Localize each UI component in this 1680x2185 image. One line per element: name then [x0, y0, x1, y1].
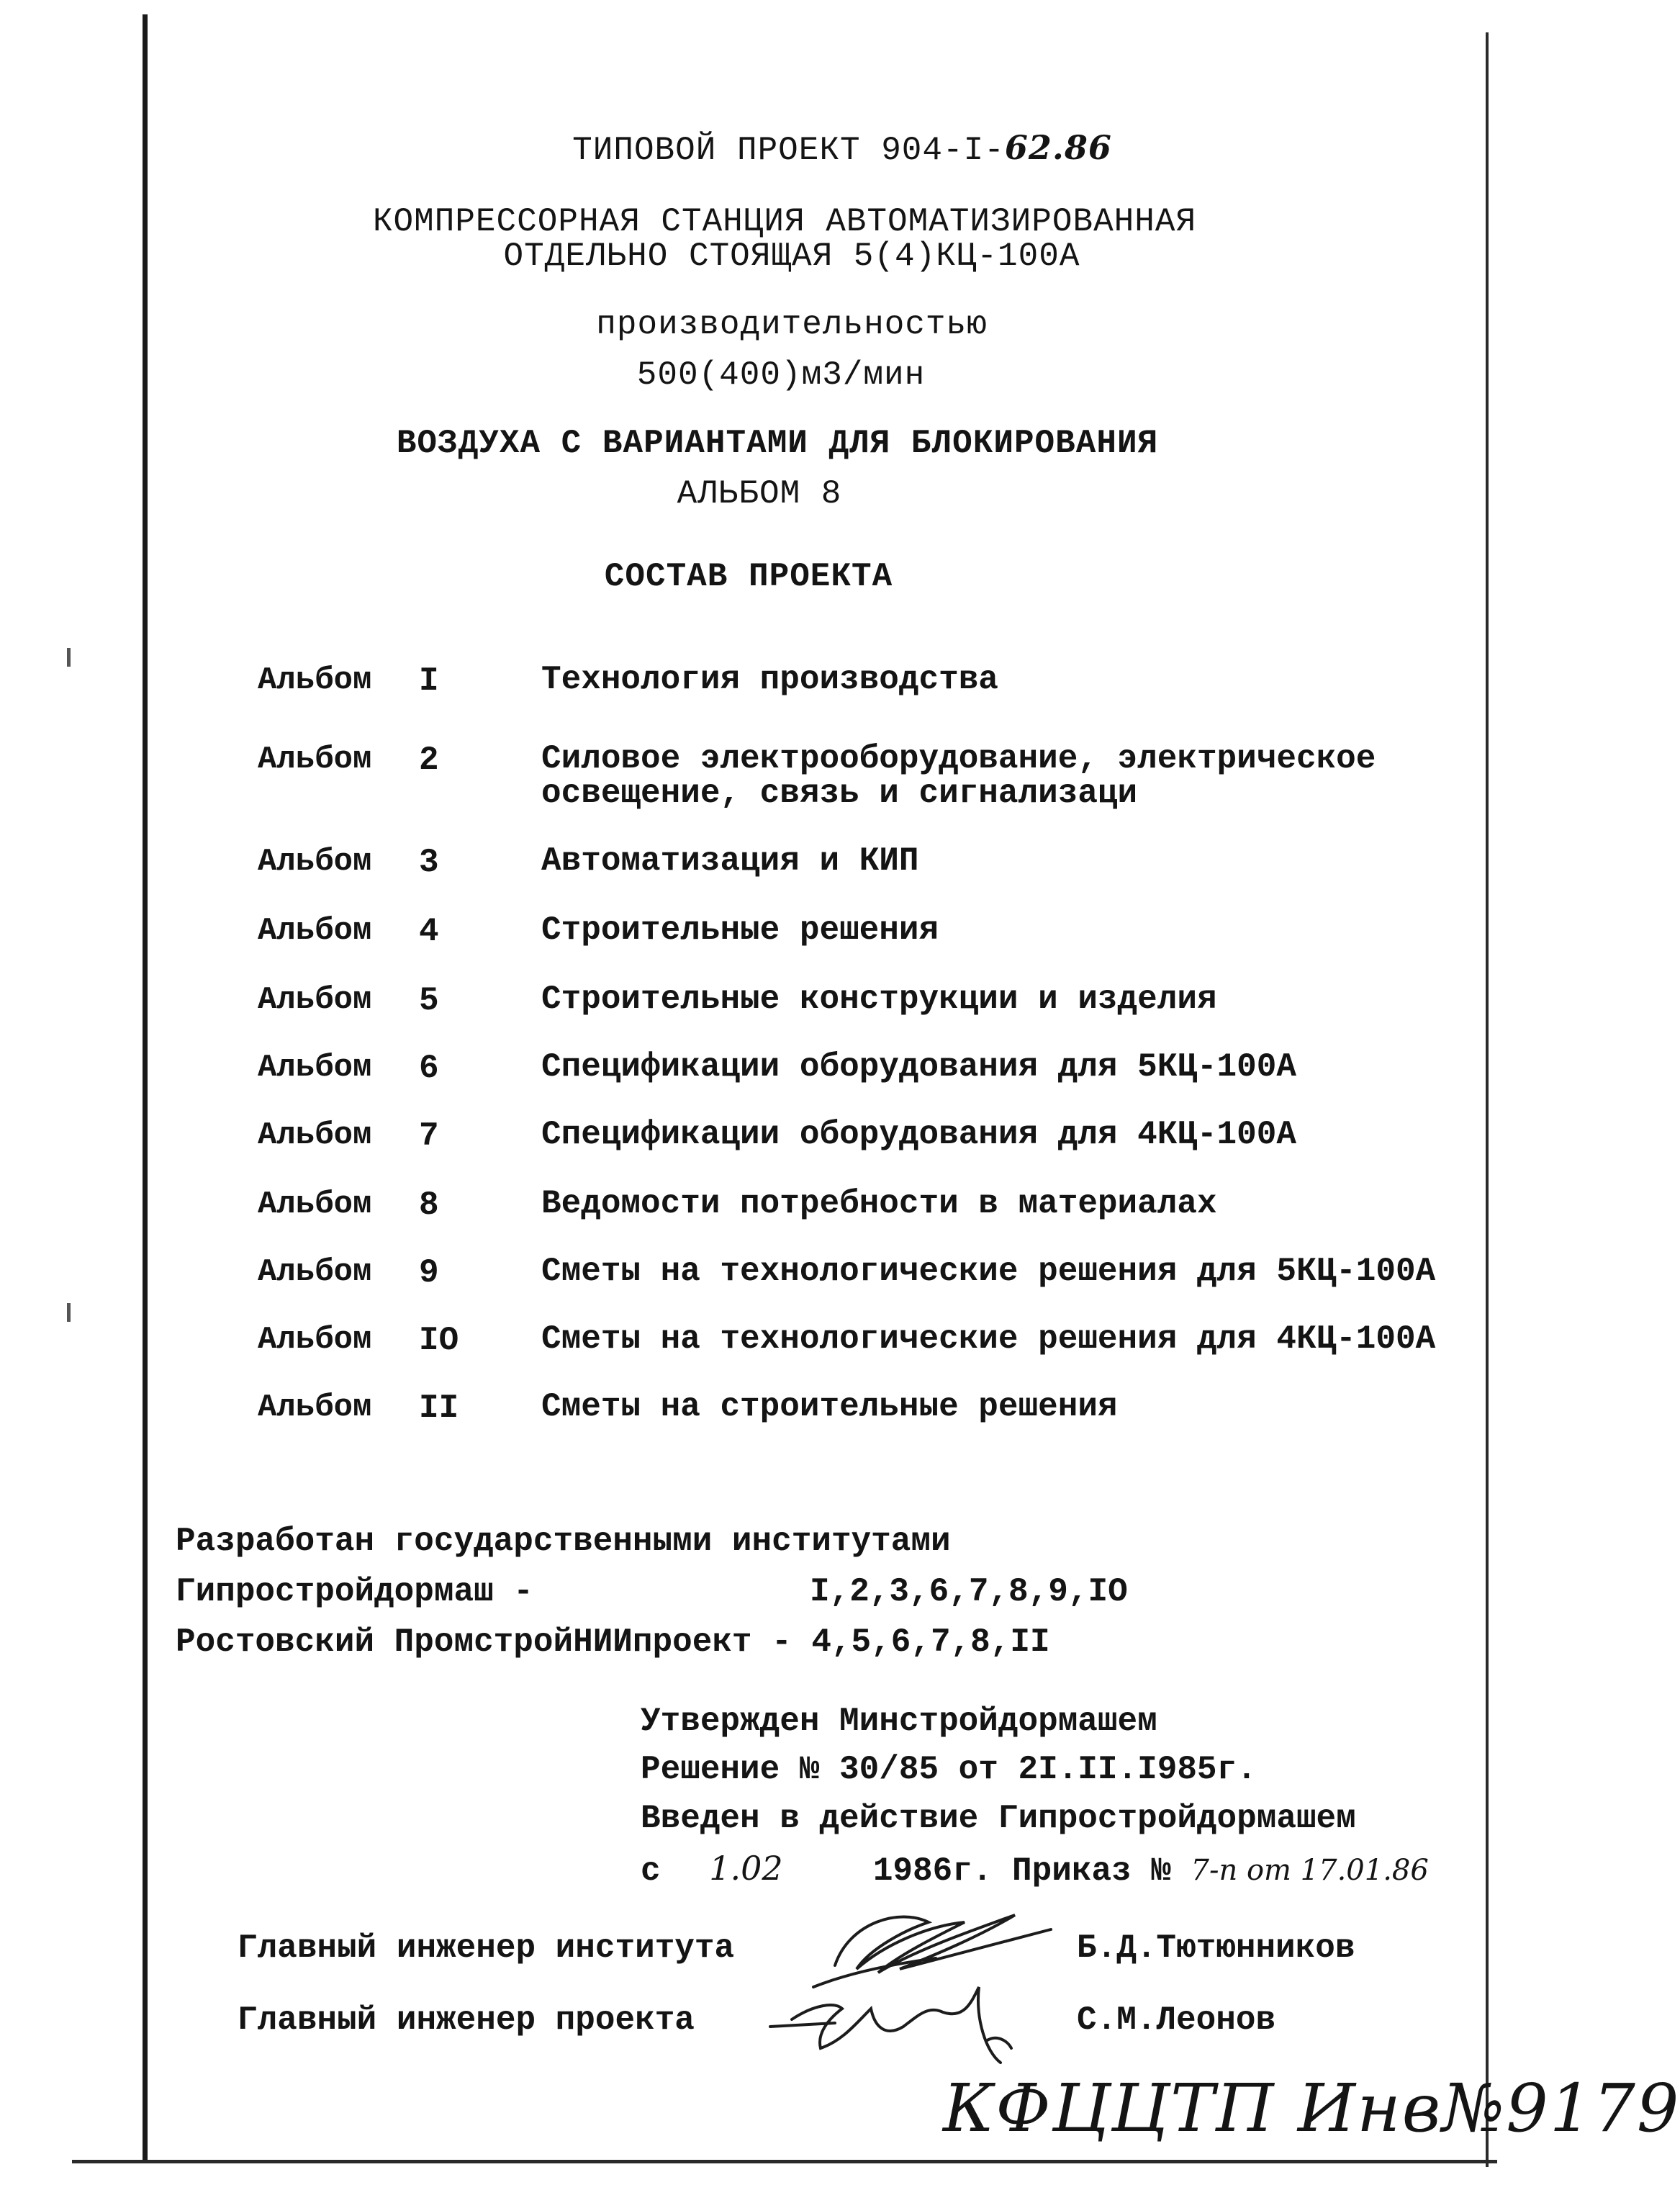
approval-order-text: 1986г. Приказ №	[872, 1852, 1171, 1890]
capacity-value: 500(400)м3/мин	[636, 356, 926, 394]
album-number: 6	[419, 1050, 439, 1087]
album-title: Автоматизация и КИП	[541, 842, 919, 880]
album-label: Альбом	[258, 662, 372, 698]
album-label: Альбом	[258, 844, 372, 880]
album-label: Альбом	[258, 982, 372, 1018]
album-number: II	[419, 1389, 459, 1427]
frame-left-border	[143, 14, 148, 2163]
album-title: Спецификации оборудования для 4КЦ-100А	[541, 1116, 1296, 1153]
album-label: Альбом	[258, 1254, 372, 1290]
album-title: Строительные конструкции и изделия	[541, 981, 1217, 1018]
album-number: 3	[419, 844, 439, 881]
signature-role-1: Главный инженер института	[238, 1929, 735, 1967]
project-number-printed: ТИПОВОЙ ПРОЕКТ 904-I-	[572, 132, 1005, 169]
album-title: Сметы на технологические решения для 4КЦ-100А	[541, 1320, 1436, 1358]
album-title: Сметы на технологические решения для 5КЦ-100А	[541, 1253, 1436, 1290]
album-label: Альбом	[258, 1050, 372, 1086]
album-number: I	[419, 662, 439, 700]
project-subtitle: ВОЗДУХА С ВАРИАНТАМИ ДЛЯ БЛОКИРОВАНИЯ	[396, 425, 1159, 462]
album-number: 2	[419, 742, 439, 779]
album-number: 9	[419, 1254, 439, 1292]
developer-institute-1: Гипростройдормаш -	[176, 1573, 533, 1610]
album-label: Альбом	[258, 913, 372, 949]
album-number: 7	[419, 1117, 439, 1155]
album-label: Альбом	[258, 1186, 372, 1222]
album-title-continued: освещение, связь и сигнализаци	[541, 775, 1138, 812]
album-number: IO	[419, 1322, 459, 1359]
frame-right-border	[1486, 32, 1489, 2167]
album-title: Сметы на строительные решения	[541, 1388, 1118, 1425]
album-title: Ведомости потребности в материалах	[541, 1185, 1217, 1222]
frame-bottom-border	[72, 2160, 1497, 2163]
capacity-label: производительностью	[596, 306, 988, 343]
album-number: 5	[419, 982, 439, 1019]
project-number-handwritten: 62.86	[1004, 128, 1112, 167]
album-label: Альбом	[258, 1117, 372, 1153]
margin-tick	[67, 648, 71, 667]
album-title: Строительные решения	[541, 911, 939, 949]
project-title-line1: КОМПРЕССОРНАЯ СТАНЦИЯ АВТОМАТИЗИРОВАННАЯ	[372, 203, 1197, 240]
album-title: Технология производства	[541, 661, 998, 698]
approval-line-1: Утвержден Минстройдормашем	[641, 1703, 1157, 1740]
approval-date-prefix: с	[641, 1852, 661, 1890]
signature-name-1: Б.Д.Тютюнников	[1077, 1929, 1355, 1967]
margin-tick	[67, 1303, 71, 1322]
developers-intro: Разработан государственными институтами	[176, 1523, 951, 1560]
developer-institute-1-albums: I,2,3,6,7,8,9,IO	[810, 1573, 1128, 1610]
approval-order-handwritten: 7-п от 17.01.86	[1191, 1854, 1429, 1887]
album-title: Силовое электрооборудование, электрическое	[541, 740, 1376, 778]
handwritten-signature	[749, 1879, 1080, 2073]
signature-name-2: С.М.Леонов	[1077, 2001, 1276, 2039]
signature-role-2: Главный инженер проекта	[238, 2001, 695, 2039]
approval-line-3: Введен в действие Гипростройдормашем	[641, 1800, 1356, 1837]
album-number: 8	[419, 1186, 439, 1224]
developer-institute-2: Ростовский ПромстройНИИпроект - 4,5,6,7,8,II	[176, 1623, 1050, 1661]
project-title-line2: ОТДЕЛЬНО СТОЯЩАЯ 5(4)КЦ-100А	[503, 238, 1080, 275]
album-label: Альбом	[258, 1322, 372, 1358]
album-label: Альбом	[258, 1389, 372, 1425]
album-label: Альбом	[258, 742, 372, 778]
album-number: 4	[419, 913, 439, 950]
approval-date-handwritten: 1.02	[709, 1849, 783, 1888]
section-title: СОСТАВ ПРОЕКТА	[604, 558, 893, 595]
project-number	[572, 128, 1112, 169]
album-title: Спецификации оборудования для 5КЦ-100А	[541, 1048, 1296, 1086]
approval-line-2: Решение № 30/85 от 2I.II.I985г.	[641, 1751, 1257, 1788]
handwritten-inventory-number: КФЦЦТП Инв№9179	[943, 2070, 1680, 2147]
album-heading: АЛЬБОМ 8	[677, 475, 842, 513]
